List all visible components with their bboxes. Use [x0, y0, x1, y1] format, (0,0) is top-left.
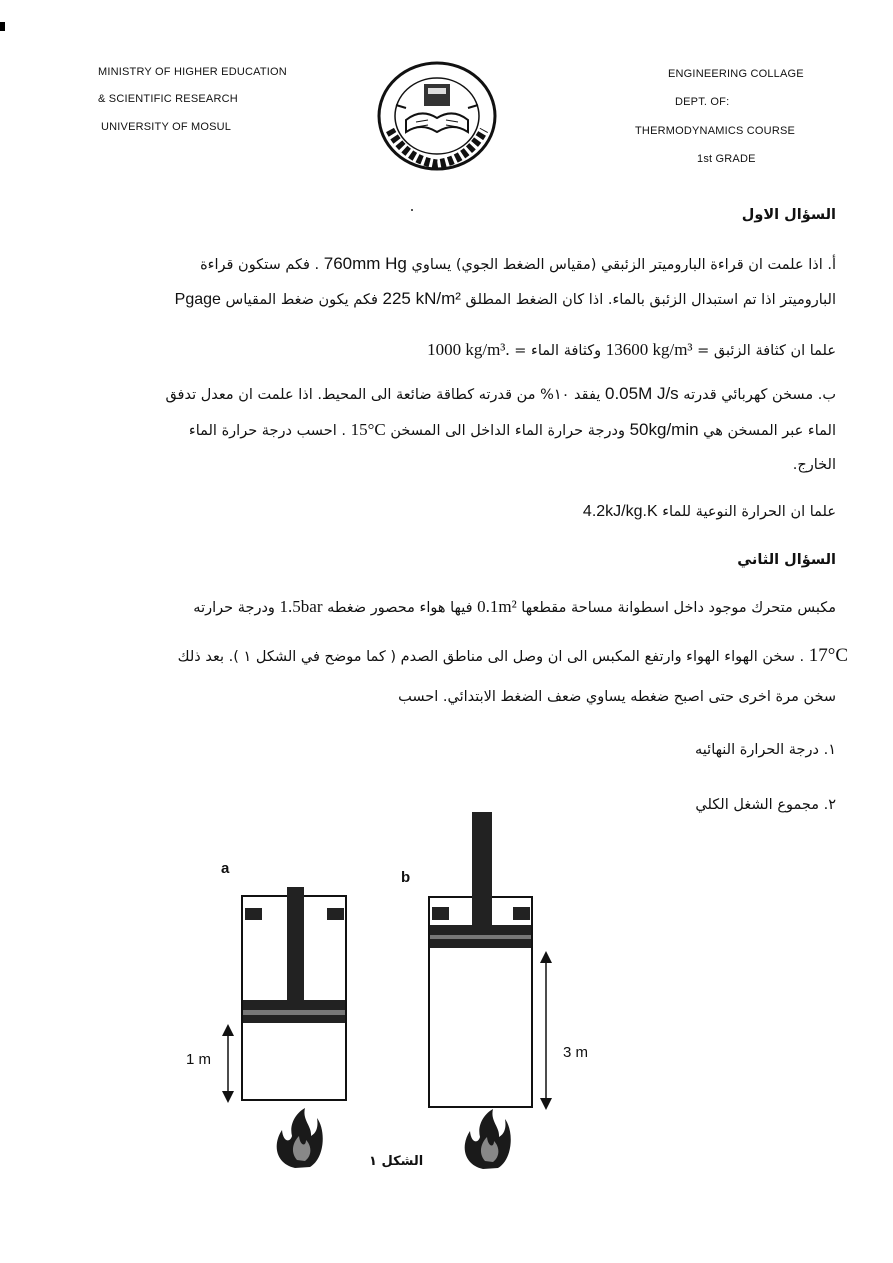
header-right-line-1: ENGINEERING COLLAGE [668, 68, 804, 80]
q1-a-l3-mid: وكثافة الماء = [514, 343, 602, 359]
q1-a-l2-post: فكم يكون ضغط المقياس [225, 292, 378, 308]
q2-l1-mid: فيها هواء محصور ضغطه [327, 600, 473, 616]
q1-a-l2-pre: الباروميتر اذا تم استبدال الزئبق بالماء. اذا كان الضغط المطلق [465, 292, 836, 308]
q1-b-l4-val: 4.2kJ/kg.K [582, 503, 658, 520]
q1-a-l2-sym: Pgage [174, 291, 221, 308]
q1-b-l1-post: يفقد ١٠% من قدرته كطاقة ضائعة الى المحيط. اذا علمت ان معدل تدفق [165, 387, 601, 403]
flame-icon [465, 1109, 511, 1169]
q1-b-l1-pre: ب. مسخن كهربائي قدرته [683, 387, 836, 403]
header-left-line-3: UNIVERSITY OF MOSUL [101, 121, 232, 133]
cylinder-a [242, 887, 346, 1100]
q2-l2-val: 17°C [808, 645, 848, 666]
q2-item-2: ٢. مجموع الشغل الكلي [695, 797, 836, 813]
q1-a-l1-post: . فكم ستكون قراءة [200, 257, 320, 273]
q1-b-l4-pre: علما ان الحرارة النوعية للماء [662, 504, 836, 520]
q1-b-l2-val: 50kg/min [629, 420, 699, 439]
q2-l2-post: . سخن الهواء الهواء وارتفع المكبس الى ان وصل الى مناطق الصدم ( كما موضح في الشكل ١ ). بعد ذلك [177, 649, 805, 665]
header-left-line-2: & SCIENTIFIC RESEARCH [98, 93, 238, 105]
flame-icon [277, 1108, 323, 1168]
q2-l1-val: 0.1m² [477, 597, 517, 616]
q1-a-l3-pre: علما ان كثافة الزئبق = [697, 343, 836, 359]
q2-line-3: سخن مرة اخرى حتى اصبح ضغطه يساوي ضعف الضغط الابتدائي. احسب [398, 689, 836, 705]
figure-label-b: b [401, 869, 411, 886]
header-left-line-1: MINISTRY OF HIGHER EDUCATION [98, 66, 287, 78]
cylinder-b [429, 812, 532, 1107]
q2-l1-val2: 1.5bar [279, 597, 323, 616]
q2-l1-post: ودرجة حرارته [193, 600, 275, 616]
q1-b-line-3: الخارج. [792, 457, 836, 473]
q1-b-l2-pre: الماء عبر المسخن هي [703, 423, 836, 439]
q1-a-l2-val: 225 kN/m² [382, 289, 461, 308]
figure-label-a: a [221, 860, 230, 877]
header-right-line-2: DEPT. OF: [675, 96, 730, 108]
q1-b-l2-val2: 15°C [350, 420, 386, 439]
q1-title: السؤال الاول [741, 207, 836, 223]
header-right-line-4: 1st GRADE [697, 153, 756, 165]
q1-b-l1-val: 0.05M J/s [604, 384, 679, 403]
header-right-line-3: THERMODYNAMICS COURSE [635, 125, 796, 137]
q2-title: السؤال الثاني [737, 552, 836, 568]
q1-a-l1-val: 760mm Hg [323, 254, 407, 273]
q2-l1-pre: مكبس متحرك موجود داخل اسطوانة مساحة مقطعها [521, 600, 836, 616]
q1-b-l2-post: . احسب درجة حرارة الماء [188, 423, 346, 439]
dimension-label-a: 1 m [186, 1051, 212, 1068]
q2-item-1: ١. درجة الحرارة النهائيه [695, 742, 836, 758]
q1-a-l1-pre: أ. اذا علمت ان قراءة الباروميتر الزئبقي (مقياس الضغط الجوي) يساوي [411, 257, 836, 273]
dimension-label-b: 3 m [563, 1044, 589, 1061]
q1-b-l2-mid: ودرجة حرارة الماء الداخل الى المسخن [390, 423, 625, 439]
q1-a-l3-val1: 13600 kg/m³ [605, 340, 693, 359]
q1-a-l3-val2: 1000 kg/m³. [427, 340, 510, 359]
figure-caption: الشكل ١ [369, 1154, 424, 1169]
